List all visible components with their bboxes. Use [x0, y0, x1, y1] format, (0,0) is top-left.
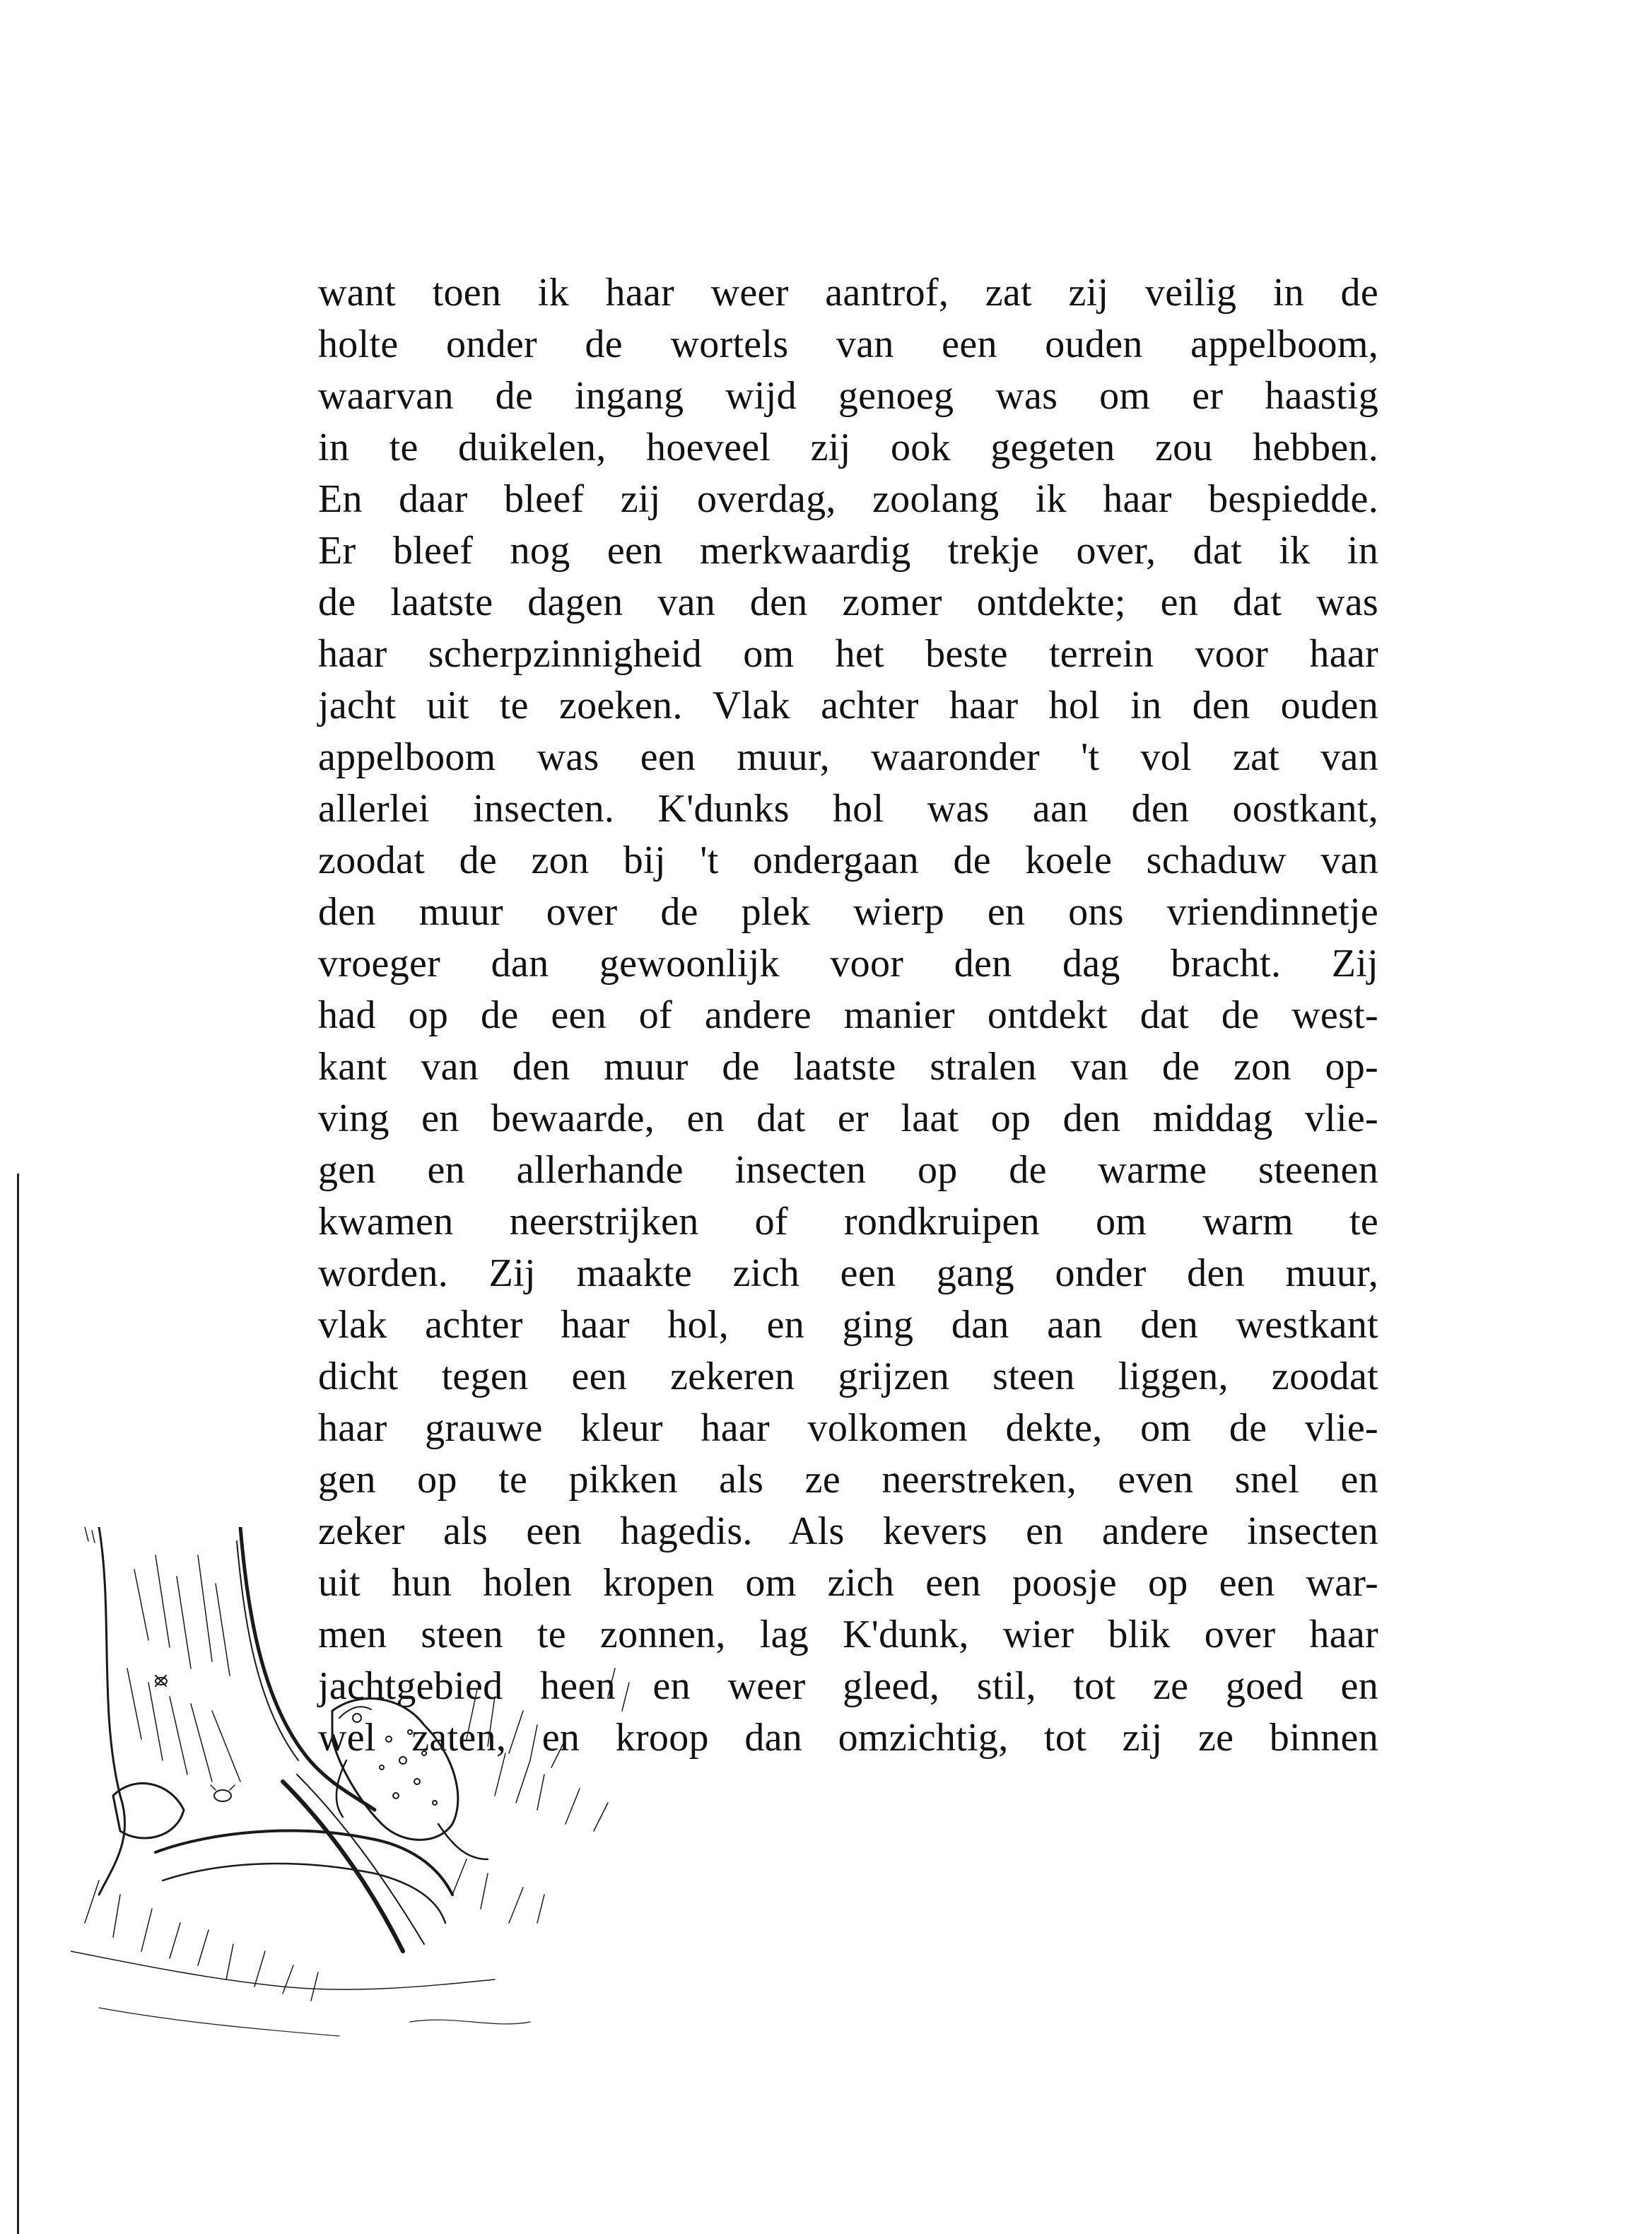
text-line: uit hun holen kropen om zich een poosje op een war- [318, 1561, 1378, 1605]
text-line: ving en bewaarde, en dat er laat op den middag vlie- [318, 1096, 1378, 1140]
text-line: worden. Zij maakte zich een gang onder den muur, [318, 1251, 1378, 1295]
page-edge-line [17, 1174, 19, 2234]
toad-illustration [71, 1527, 693, 2078]
text-line: gen en allerhande insecten op de warme steenen [318, 1148, 1378, 1192]
text-line: men steen te zonnen, lag K'dunk, wier blik over haar [318, 1613, 1378, 1656]
text-line: wel zaten, en kroop dan omzichtig, tot zij ze binnen [318, 1716, 1378, 1760]
text-line: holte onder de wortels van een ouden appelboom, [318, 322, 1378, 366]
text-line: zoodat de zon bij 't ondergaan de koele schaduw van [318, 838, 1378, 882]
text-line: jachtgebied heen en weer gleed, stil, tot ze goed en [318, 1664, 1378, 1708]
text-line: allerlei insecten. K'dunks hol was aan den oostkant, [318, 787, 1378, 831]
text-line: had op de een of andere manier ontdekt dat de west- [318, 993, 1378, 1037]
text-line: zeker als een hagedis. Als kevers en andere insecten [318, 1509, 1378, 1553]
text-line: En daar bleef zij overdag, zoolang ik haar bespiedde. [318, 477, 1378, 521]
text-line: waarvan de ingang wijd genoeg was om er haastig [318, 374, 1378, 418]
text-line: jacht uit te zoeken. Vlak achter haar hol in den ouden [318, 684, 1378, 727]
text-line: want toen ik haar weer aantrof, zat zij veilig in de [318, 271, 1378, 315]
text-line: haar scherpzinnigheid om het beste terrein voor haar [318, 632, 1378, 676]
text-line: den muur over de plek wierp en ons vriendinnetje [318, 890, 1378, 934]
text-line: haar grauwe kleur haar volkomen dekte, om de vlie- [318, 1406, 1378, 1450]
text-line: vroeger dan gewoonlijk voor den dag bracht. Zij [318, 942, 1378, 986]
text-line: de laatste dagen van den zomer ontdekte; en dat was [318, 580, 1378, 624]
text-line: kwamen neerstrijken of rondkruipen om warm te [318, 1200, 1378, 1244]
text-line: appelboom was een muur, waaronder 't vol zat van [318, 735, 1378, 779]
text-line: in te duikelen, hoeveel zij ook gegeten zou hebben. [318, 426, 1378, 469]
text-line: vlak achter haar hol, en ging dan aan den westkant [318, 1303, 1378, 1347]
text-line: kant van den muur de laatste stralen van de zon op- [318, 1045, 1378, 1089]
text-line: dicht tegen een zekeren grijzen steen liggen, zoodat [318, 1355, 1378, 1398]
text-line: gen op te pikken als ze neerstreken, even snel en [318, 1458, 1378, 1502]
text-line: Er bleef nog een merkwaardig trekje over, dat ik in [318, 529, 1378, 573]
